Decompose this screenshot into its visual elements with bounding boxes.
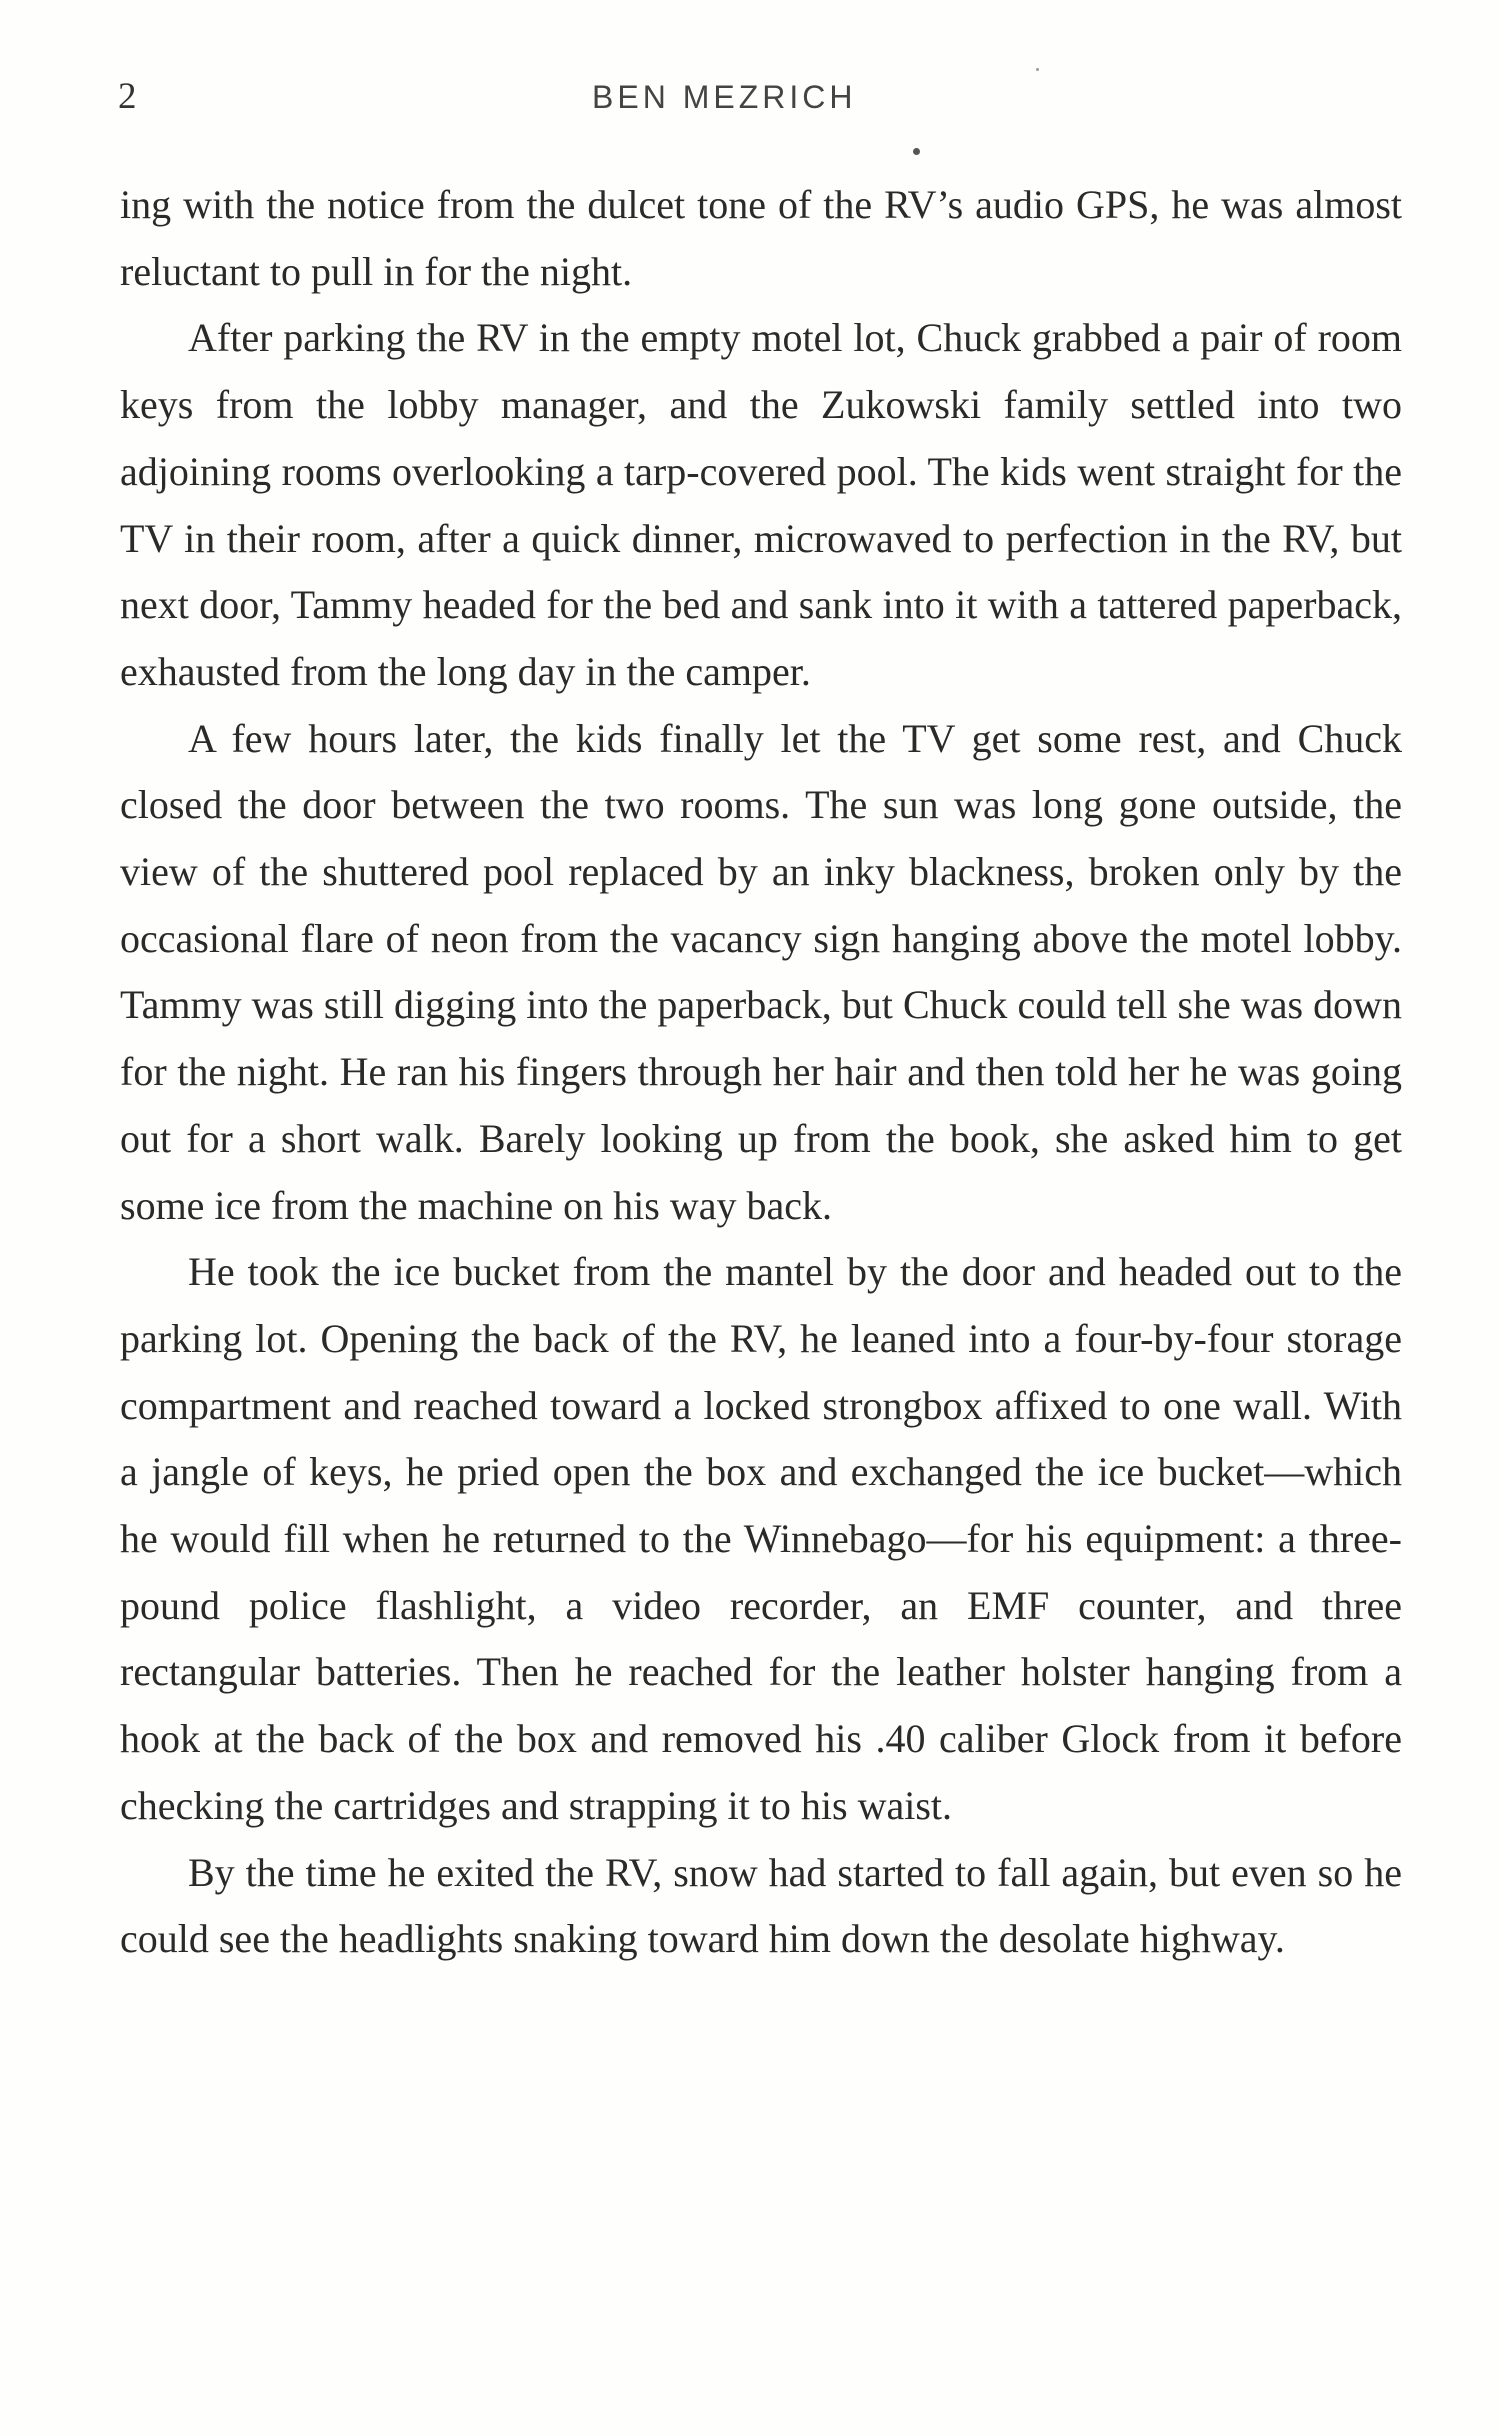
running-head-author: BEN MEZRICH	[592, 79, 857, 115]
print-speck	[1036, 68, 1039, 71]
page-number: 2	[118, 76, 137, 117]
paragraph: A few hours later, the kids finally let the TV get some rest, and Chuck closed the door between the two rooms. The sun was long gone outside, the view of the shuttered pool replaced by an inky blackness, broken only by the occasional flare of neon from the vacancy sign hanging above the motel lobby. Tammy was still digging into the paperback, but Chuck could tell she was down for the night. He ran his fingers through her hair and then told her he was going out for a short walk. Barely looking up from the book, she asked him to get some ice from the machine on his way back.	[120, 715, 1402, 1228]
paragraph: By the time he exited the RV, snow had started to fall again, but even so he could see the headlights snaking toward him down the desolate highway.	[120, 1849, 1402, 1962]
print-speck	[913, 148, 920, 155]
body-text	[120, 172, 1402, 1973]
paragraph: He took the ice bucket from the mantel by the door and headed out to the parking lot. Opening the back of the RV, he leaned into a four-by-four storage compartment and reached toward a locked strongbox affixed to one wall. With a jangle of keys, he pried open the box and exchanged the ice bucket—which he would fill when he returned to the Winnebago—for his equipment: a three-pound police flashlight, a video recorder, an EMF counter, and three rectangular batteries. Then he reached for the leather holster hanging from a hook at the back of the box and removed his .40 caliber Glock from it before checking the cartridges and strapping it to his waist.	[120, 1249, 1402, 1828]
paragraph: After parking the RV in the empty motel lot, Chuck grabbed a pair of room keys from the lobby manager, and the Zukowski family settled into two adjoining rooms overlooking a tarp-covered pool. The kids went straight for the TV in their room, after a quick dinner, microwaved to perfection in the RV, but next door, Tammy headed for the bed and sank into it with a tattered paperback, exhausted from the long day in the camper.	[120, 315, 1402, 694]
page-header	[118, 72, 1400, 122]
paragraph: ing with the notice from the dulcet tone of the RV’s audio GPS, he was almost reluctant to pull in for the night.	[120, 182, 1402, 294]
